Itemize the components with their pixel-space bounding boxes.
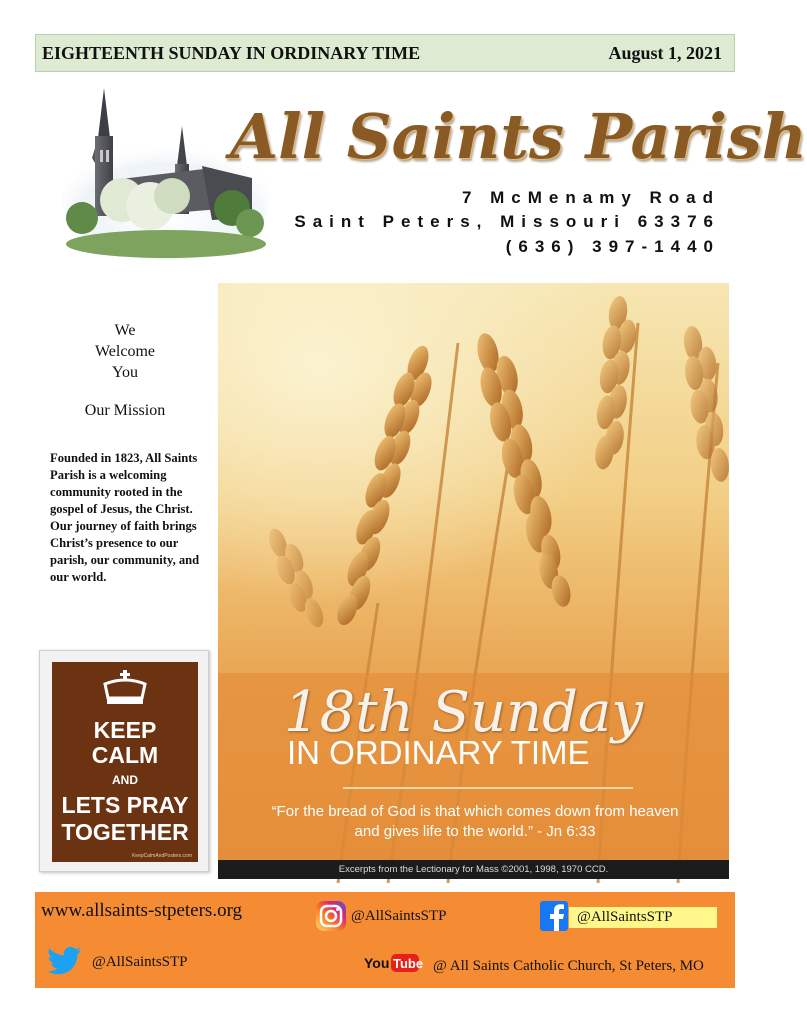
twitter-handle[interactable]: @AllSaintsSTP (92, 954, 188, 970)
parish-phone: (636) 397-1440 (505, 237, 720, 256)
facebook-icon[interactable] (540, 901, 568, 931)
keep-calm-line-5: TOGETHER (61, 819, 189, 845)
keep-calm-poster (52, 662, 198, 862)
address-street: 7 McMenamy Road (461, 188, 720, 207)
keep-calm-line-4: LETS PRAY (61, 792, 189, 818)
poster-copyright: Excerpts from the Lectionary for Mass ©2001, 1998, 1970 CCD. (218, 860, 729, 879)
facebook-handle[interactable]: @AllSaintsSTP (577, 909, 673, 925)
keep-calm-line-2: CALM (91, 742, 159, 768)
mission-heading: Our Mission (84, 402, 166, 419)
poster-quote-line-1: “For the bread of God is that which comes down from heaven (271, 803, 679, 820)
poster-title-script: 18th Sunday (284, 680, 643, 745)
keep-calm-line-1: KEEP (93, 717, 157, 743)
website-link[interactable]: www.allsaints-stpeters.org (41, 900, 243, 921)
parish-name-logo: All Saints Parish (230, 100, 807, 173)
poster-title-main: IN ORDINARY TIME (287, 734, 590, 771)
welcome-line-1: We (114, 322, 136, 339)
poster-divider (343, 787, 633, 789)
youtube-icon[interactable] (364, 952, 424, 974)
twitter-icon[interactable] (48, 946, 82, 976)
welcome-line-3: You (112, 364, 138, 381)
youtube-logo-you: You (364, 955, 390, 971)
bulletin-date: August 1, 2021 (608, 42, 722, 63)
mission-text: Founded in 1823, All Saints Parish is a welcoming community rooted in the gospel of Jesus, the Christ. Our journey of faith brings Christ’s presence to our parish, our community, and our world. (50, 451, 200, 584)
address-city: Saint Peters, Missouri 63376 (294, 212, 720, 231)
keep-calm-credit: KeepCalmAndPosters.com (131, 853, 192, 859)
wheat-poster-image (218, 283, 729, 879)
instagram-icon[interactable] (315, 900, 347, 932)
bulletin-title: EIGHTEENTH SUNDAY IN ORDINARY TIME (42, 42, 421, 63)
keep-calm-line-3: AND (112, 773, 138, 787)
poster-quote-line-2: and gives life to the world.” - Jn 6:33 (354, 823, 596, 840)
welcome-line-2: Welcome (94, 343, 155, 360)
instagram-handle[interactable]: @AllSaintsSTP (351, 908, 447, 924)
youtube-logo-tube: Tube (393, 956, 424, 971)
youtube-channel[interactable]: @ All Saints Catholic Church, St Peters, MO (433, 958, 704, 974)
header-bar (35, 34, 735, 72)
crown-icon (100, 670, 150, 706)
